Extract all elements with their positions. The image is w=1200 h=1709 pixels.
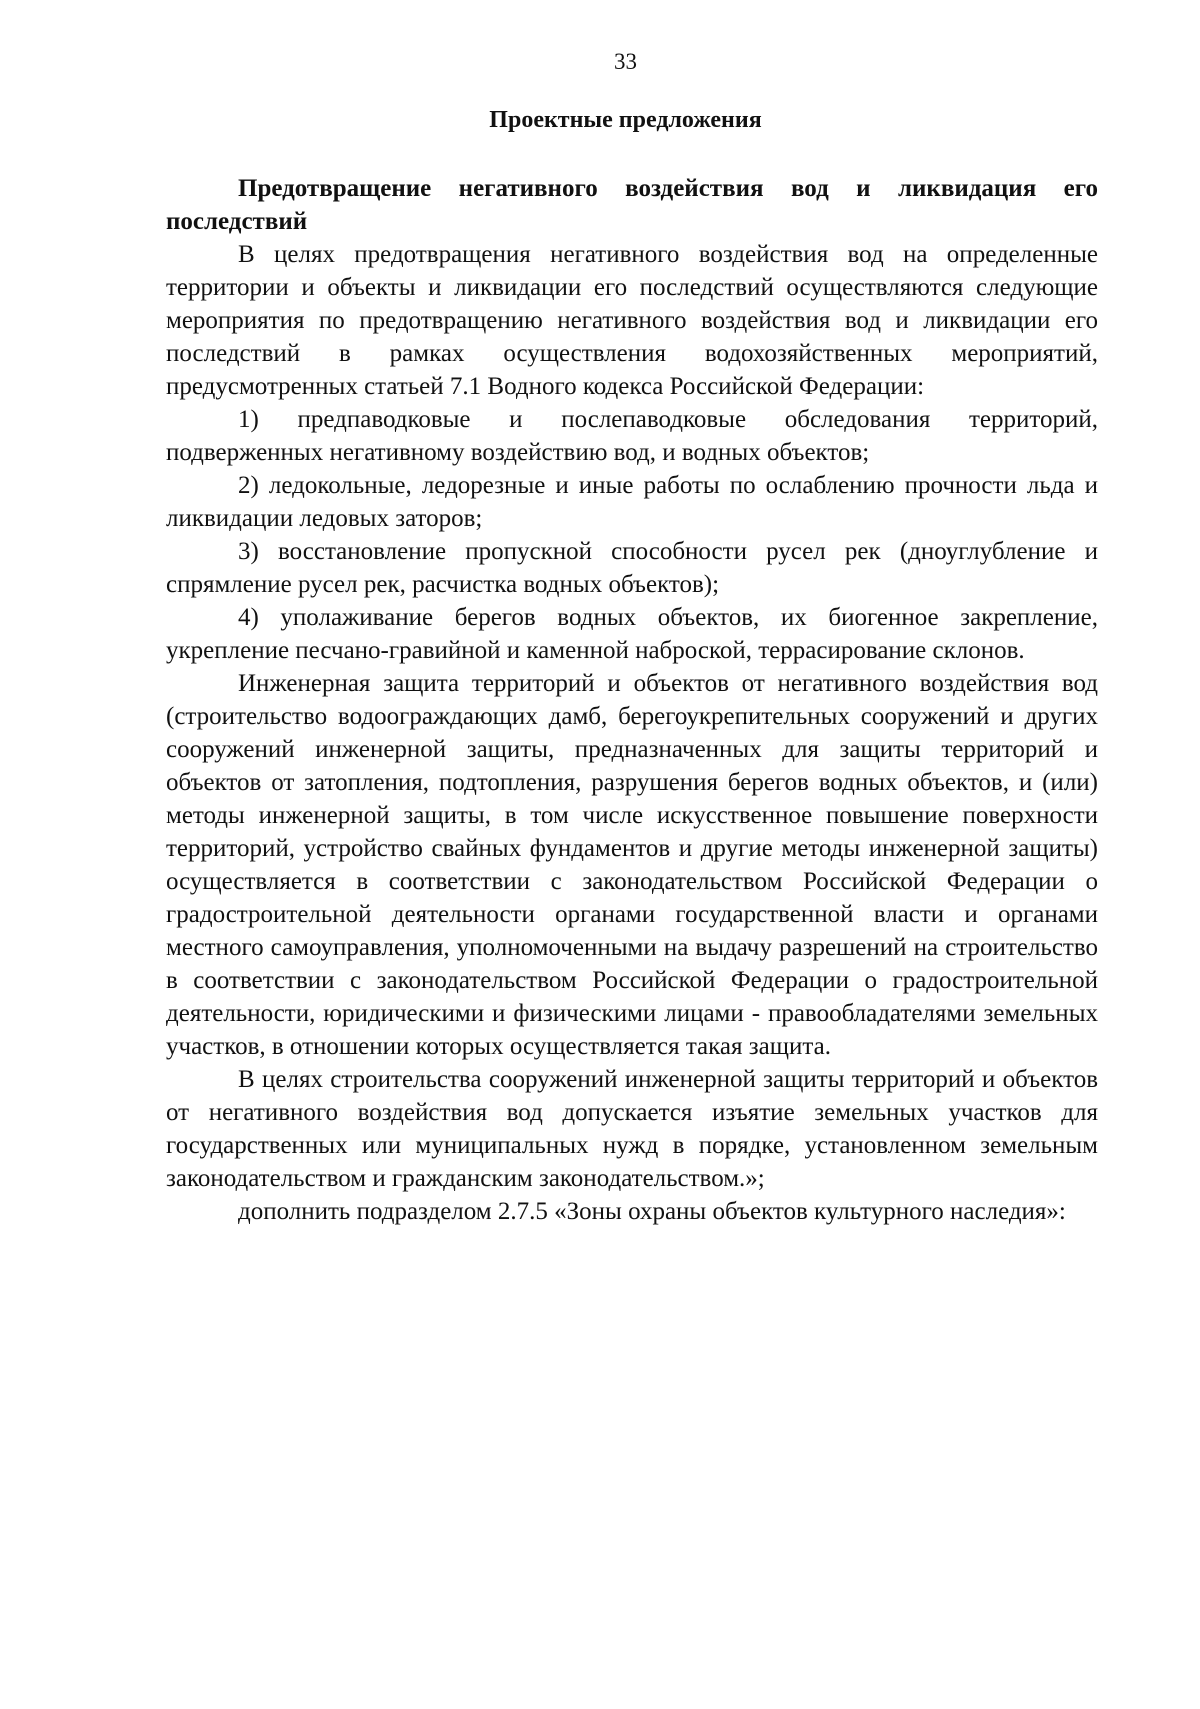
- document-body: [166, 172, 1098, 1228]
- page-number: 33: [614, 49, 637, 74]
- list-item-1: 1) предпаводковые и послепаводковые обследования территорий, подверженных негативному воздействию вод, и водных объектов;: [166, 406, 1098, 466]
- list-item-4: 4) уполаживание берегов водных объектов, их биогенное закрепление, укрепление песчано-гравийной и каменной наброской, террасирование склонов.: [166, 604, 1098, 664]
- section-heading: Проектные предложения: [489, 107, 762, 133]
- paragraph-intro: В целях предотвращения негативного воздействия вод на определенные территории и объекты и ликвидации его последствий осуществляются следующие мероприятия по предотвращению негативного воздействия вод и ликвидации его последствий в рамках осуществления водохозяйственных мероприятий, предусмотренных статьей 7.1 Водного кодекса Российской Федерации:: [166, 241, 1098, 400]
- list-item-2: 2) ледокольные, ледорезные и иные работы по ослаблению прочности льда и ликвидации ледовых заторов;: [166, 472, 1098, 532]
- paragraph-amendment: дополнить подразделом 2.7.5 «Зоны охраны объектов культурного наследия»:: [238, 1198, 1066, 1225]
- paragraph-land-seizure: В целях строительства сооружений инженерной защиты территорий и объектов от негативного воздействия вод допускается изъятие земельных участков для государственных или муниципальных нужд в порядке, установленном земельным законодательством и гражданским законодательством.»;: [166, 1066, 1098, 1192]
- paragraph-engineering-protection: Инженерная защита территорий и объектов от негативного воздействия вод (строительство водоограждающих дамб, берегоукрепительных сооружений и других сооружений инженерной защиты, предназначенных для защиты территорий и объектов от затопления, подтопления, разрушения берегов водных объектов, и (или) методы инженерной защиты, в том числе искусственное повышение поверхности территорий, устройство свайных фундаментов и другие методы инженерной защиты) осуществляется в соответствии с законодательством Российской Федерации о градостроительной деятельности органами государственной власти и органами местного самоуправления, уполномоченными на выдачу разрешений на строительство в соответствии с законодательством Российской Федерации о градостроительной деятельности, юридическими и физическими лицами - правообладателями земельных участков, в отношении которых осуществляется такая защита.: [166, 670, 1098, 1060]
- list-item-3: 3) восстановление пропускной способности русел рек (дноуглубление и спрямление русел рек, расчистка водных объектов);: [166, 538, 1098, 598]
- subsection-heading: Предотвращение негативного воздействия вод и ликвидация его последствий: [166, 175, 1098, 235]
